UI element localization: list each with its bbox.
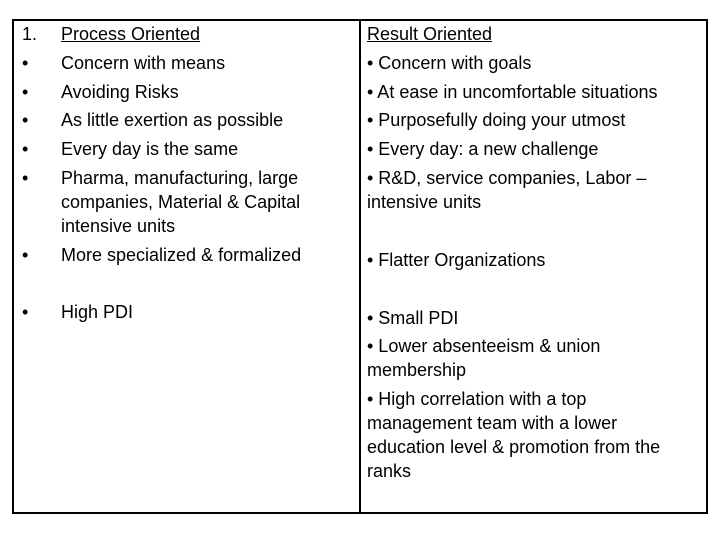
left-item-cont: intensive units bbox=[61, 216, 176, 236]
right-item-cont: ranks bbox=[367, 461, 412, 481]
right-item: • Flatter Organizations bbox=[367, 250, 546, 270]
bullet: • bbox=[22, 110, 29, 130]
left-item: Avoiding Risks bbox=[61, 82, 179, 102]
left-item: Pharma, manufacturing, large bbox=[61, 168, 299, 188]
bullet: • bbox=[22, 245, 29, 265]
left-item: Every day is the same bbox=[61, 139, 239, 159]
right-item: • R&D, service companies, Labor – bbox=[367, 168, 647, 188]
right-item-cont: membership bbox=[367, 360, 467, 380]
bullet: • bbox=[22, 139, 29, 159]
left-item: As little exertion as possible bbox=[61, 110, 284, 130]
right-item: • Purposefully doing your utmost bbox=[367, 110, 626, 130]
right-header: Result Oriented bbox=[367, 24, 493, 44]
bullet: • bbox=[22, 82, 29, 102]
right-item: • High correlation with a top bbox=[367, 389, 587, 409]
right-item: • Small PDI bbox=[367, 308, 459, 328]
right-item-cont: management team with a lower bbox=[367, 413, 618, 433]
bullet: • bbox=[22, 53, 29, 73]
right-item: • Lower absenteeism & union bbox=[367, 336, 601, 356]
left-item-cont: companies, Material & Capital bbox=[61, 192, 301, 212]
right-item: • Concern with goals bbox=[367, 53, 532, 73]
right-item-cont: education level & promotion from the bbox=[367, 437, 661, 457]
left-item: More specialized & formalized bbox=[61, 245, 302, 265]
left-header: Process Oriented bbox=[61, 24, 201, 44]
item-number: 1. bbox=[22, 24, 38, 44]
right-item-cont: intensive units bbox=[367, 192, 482, 212]
left-item: Concern with means bbox=[61, 53, 226, 73]
right-item: • At ease in uncomfortable situations bbox=[367, 82, 658, 102]
bullet: • bbox=[22, 302, 29, 322]
right-item: • Every day: a new challenge bbox=[367, 139, 599, 159]
left-item: High PDI bbox=[61, 302, 134, 322]
bullet: • bbox=[22, 168, 29, 188]
column-divider bbox=[359, 19, 361, 514]
